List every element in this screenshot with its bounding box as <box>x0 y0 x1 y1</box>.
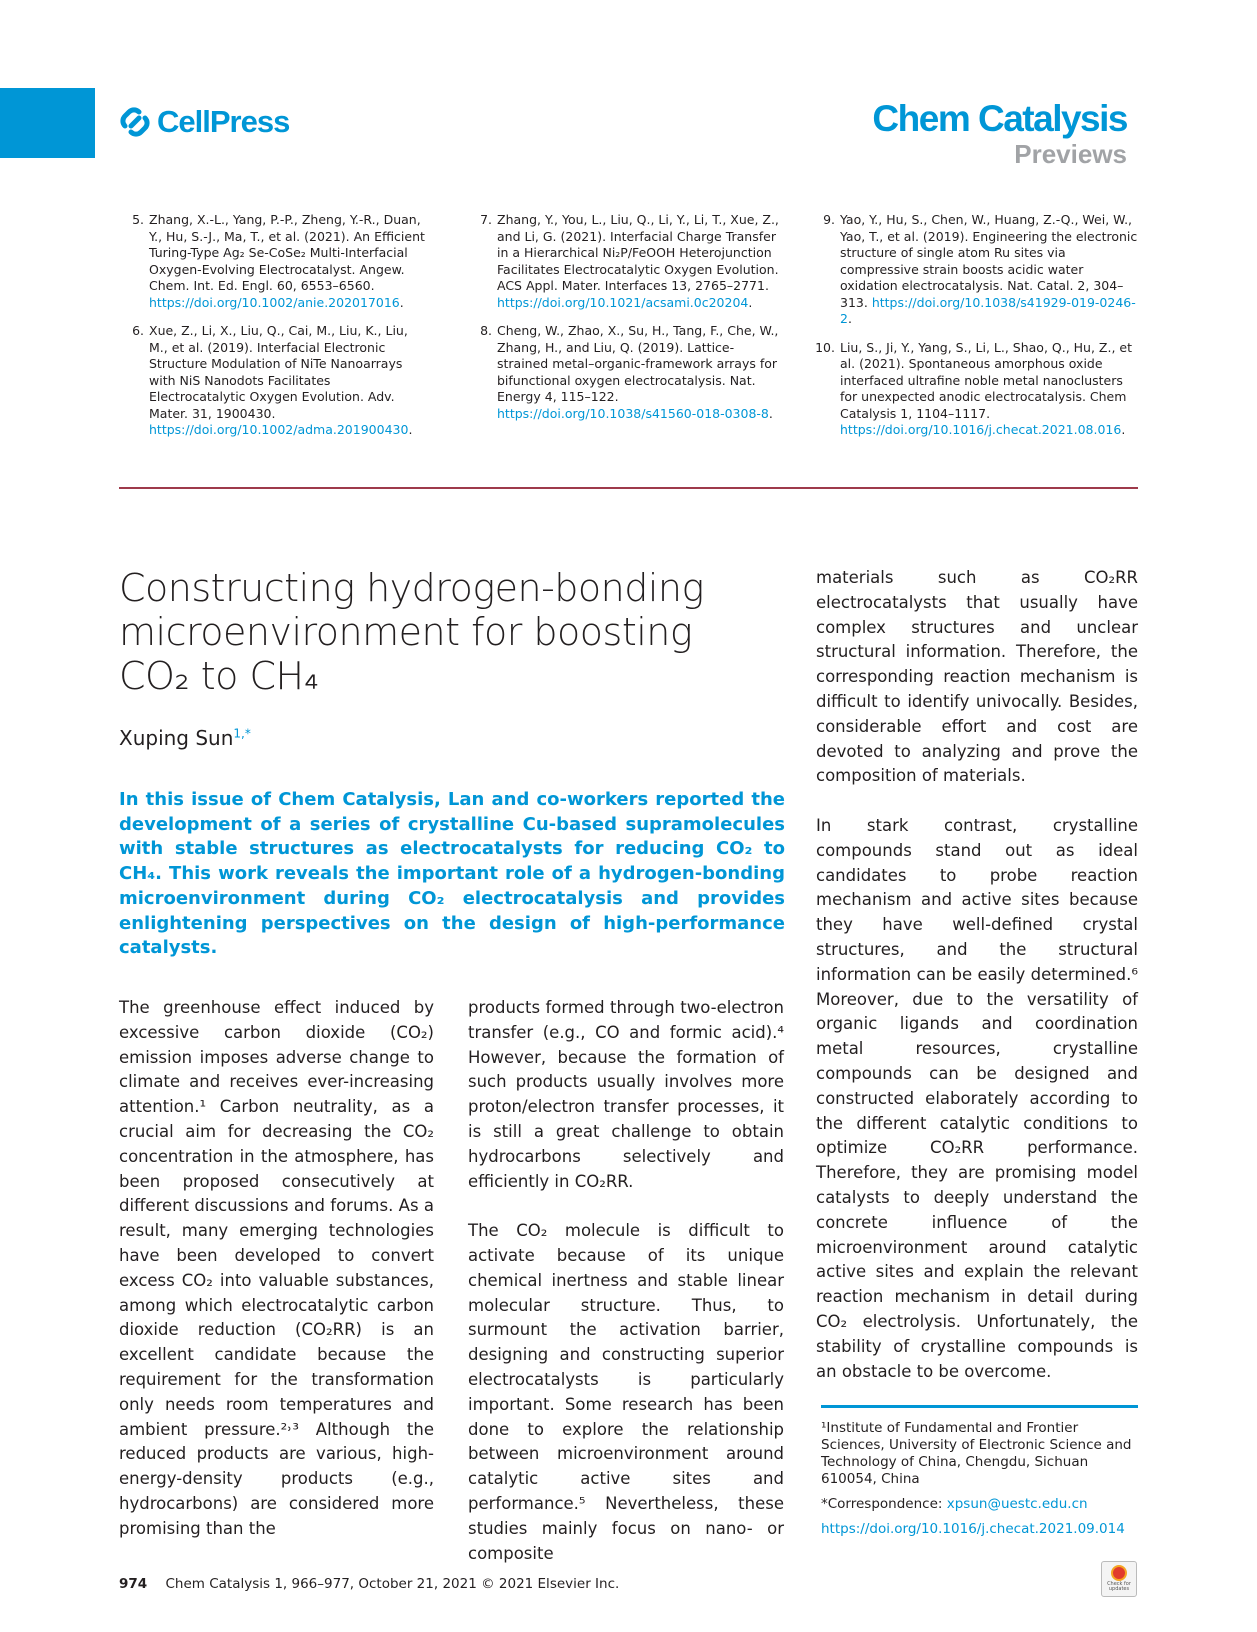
reference-text: Xue, Z., Li, X., Liu, Q., Cai, M., Liu, K., Liu, M., et al. (2019). Interfacial Electronic Structure Modulation of NiTe Nanoarrays with NiS Nanodots Facilitates Electrocatalytic Oxygen Evolution. Adv. Mater. 31, 1900430. <box>149 323 408 421</box>
check-for-updates-badge[interactable] <box>1101 1561 1137 1597</box>
body-column-1 <box>119 996 434 1566</box>
article-title: Constructing hydrogen-bonding microenvironment for boosting CO₂ to CH₄ <box>119 566 704 698</box>
section-label: Previews <box>1014 139 1127 169</box>
body-paragraph: materials such as CO₂RR electrocatalysts that usually have complex structures and unclear structural information. Therefore, the corresponding reaction mechanism is difficult to identify univocally. Besides, considerable effort and cost are devoted to analyzing and prove the composition of materials. <box>816 568 1138 786</box>
cellpress-logo[interactable] <box>119 104 289 140</box>
footer-citation: Chem Catalysis 1, 966–977, October 21, 2021 © 2021 Elsevier Inc. <box>165 1576 620 1592</box>
reference-doi-link[interactable]: https://doi.org/10.1002/anie.202017016 <box>149 294 400 310</box>
journal-name[interactable]: Chem Catalysis <box>872 98 1127 139</box>
reference-item: 10. Liu, S., Ji, Y., Yang, S., Li, L., Shao, Q., Hu, Z., et al. (2021). Spontaneous amorphous oxide interfaced ultrafine noble metal nanoclusters for unexpected anodic electrocatalysis. Chem Catalysis 1, 1104–1117. https://doi.org/10.1016/j.checat.2021.08.016. <box>815 339 1133 437</box>
reference-doi-link[interactable]: https://doi.org/10.1002/adma.201900430 <box>149 422 409 437</box>
reference-text: Zhang, X.-L., Yang, P.-P., Zheng, Y.-R., Duan, Y., Hu, S.-J., Ma, T., et al. (2021). An Efficient Turing-Type Ag₂ Se-CoSe₂ Multi-Interfacial Oxygen-Evolving Electrocatalyst. Angew. Chem. Int. Ed. Engl. 60, 6553–6560. <box>149 212 425 293</box>
publisher-name: CellPress <box>157 104 290 139</box>
reference-number: 9. <box>823 212 835 227</box>
references-column-2 <box>472 212 782 434</box>
check-for-updates-icon <box>1111 1565 1127 1581</box>
reference-doi-link[interactable]: https://doi.org/10.1038/s41560-018-0308-8 <box>497 405 769 421</box>
body-paragraph: The greenhouse effect induced by excessive carbon dioxide (CO₂) emission imposes adverse change to climate and receives ever-increasing attention.¹ Carbon neutrality, as a crucial aim for decreasing the CO₂ concentration in the atmosphere, has been proposed consecutively at different discussions and forums. As a result, many emerging technologies have been developed to convert excess CO₂ into valuable substances, among which electrocatalytic carbon dioxide reduction (CO₂RR) is an excellent candidate because the requirement for the transformation only needs room temperatures and ambient pressure.²˒³ Although the reduced products are various, high-energy-density products (e.g., hydrocarbons) are considered more promising than the <box>119 998 434 1538</box>
reference-text: Yao, Y., Hu, S., Chen, W., Huang, Z.-Q., Wei, W., Yao, T., et al. (2019). Engineering the electronic structure of single atom Ru sites via compressive strain boosts acidic water oxidation electrocatalysis. Nat. Catal. 2, 304–313. <box>840 212 1138 310</box>
section-divider <box>119 487 1138 489</box>
reference-item: 8. Cheng, W., Zhao, X., Su, H., Tang, F., Che, W., Zhang, H., and Liu, Q. (2019). Lattice-strained metal–organic-framework arrays for bifunctional oxygen electrocatalysis. Nat. Energy 4, 115–122. https://doi.org/10.1038/s41560-018-0308-8. <box>472 323 782 422</box>
reference-text: Zhang, Y., You, L., Liu, Q., Li, Y., Li, T., Xue, Z., and Li, G. (2021). Interfacial Charge Transfer in a Hierarchical Ni₂P/FeOOH Heterojunction Facilitates Electrocatalytic Oxygen Evolution. ACS Appl. Mater. Interfaces 13, 2765–2771. <box>497 212 779 293</box>
reference-item: 9. Yao, Y., Hu, S., Chen, W., Huang, Z.-Q., Wei, W., Yao, T., et al. (2019). Engineering the electronic structure of single atom Ru sites via compressive strain boosts acidic water oxidation electrocatalysis. Nat. Catal. 2, 304–313. https://doi.org/10.1038/s41929-019-0246-2. <box>815 212 1140 328</box>
author-line <box>119 726 251 750</box>
reference-doi-link[interactable]: https://doi.org/10.1016/j.checat.2021.08.016 <box>840 422 1122 437</box>
reference-number: 8. <box>480 323 492 338</box>
body-column-2 <box>468 996 784 1591</box>
affiliation-block <box>821 1420 1141 1546</box>
journal-header <box>872 99 1127 169</box>
reference-number: 6. <box>132 323 144 338</box>
page-number: 974 <box>119 1576 148 1592</box>
references-column-3 <box>815 212 1140 451</box>
body-paragraph: In stark contrast, crystalline compounds stand out as ideal candidates to probe reaction mechanism and active sites because they have well-defined crystal structures, and the structural information can be easily determined.⁶ Moreover, due to the versatility of organic ligands and coordination metal resources, crystalline compounds can be designed and constructed elaborately according to the different catalytic conditions to optimize CO₂RR performance. Therefore, they are promising model catalysts to deeply understand the concrete influence of the microenvironment around catalytic active sites and explain the relevant reaction mechanism in detail during CO₂ electrolysis. Unfortunately, the stability of crystalline compounds is an obstacle to be overcome. <box>816 815 1138 1381</box>
affiliation-rule <box>821 1405 1138 1408</box>
reference-doi-link[interactable]: https://doi.org/10.1021/acsami.0c20204 <box>497 294 749 310</box>
correspondence-email-link[interactable]: xpsun@uestc.edu.cn <box>946 1496 1088 1512</box>
article-doi-link[interactable]: https://doi.org/10.1016/j.checat.2021.09.014 <box>821 1521 1125 1537</box>
reference-number: 7. <box>480 212 492 227</box>
reference-number: 10. <box>815 339 835 355</box>
cellpress-link-icon <box>119 106 151 138</box>
reference-number: 5. <box>132 212 144 227</box>
reference-item: 7. Zhang, Y., You, L., Liu, Q., Li, Y., Li, T., Xue, Z., and Li, G. (2021). Interfacial Charge Transfer in a Hierarchical Ni₂P/FeOOH Heterojunction Facilitates Electrocatalytic Oxygen Evolution. ACS Appl. Mater. Interfaces 13, 2765–2771. https://doi.org/10.1021/acsami.0c20204. <box>472 212 782 311</box>
author-name[interactable]: Xuping Sun <box>119 726 234 750</box>
header-color-tab <box>0 88 95 158</box>
affiliation-institute: ¹Institute of Fundamental and Frontier Sciences, University of Electronic Science and Technology of China, Chengdu, Sichuan 610054, China <box>821 1420 1132 1487</box>
reference-text: Liu, S., Ji, Y., Yang, S., Li, L., Shao, Q., Hu, Z., et al. (2021). Spontaneous amorphous oxide interfaced ultrafine noble metal nanoclusters for unexpected anodic electrocatalysis. Chem Catalysis 1, 1104–1117. <box>840 339 1133 421</box>
correspondence-label: *Correspondence: <box>821 1496 943 1512</box>
page-footer <box>119 1576 619 1592</box>
body-column-3 <box>816 566 1138 1409</box>
body-paragraph: The CO₂ molecule is difficult to activate because of its unique chemical inertness and stable linear molecular structure. Thus, to surmount the activation barrier, designing and constructing superior electrocatalysts is particularly important. Some research has been done to explore the relationship between microenvironment around catalytic active sites and performance.⁵ Nevertheless, these studies mainly focus on nano- or composite <box>468 1221 784 1563</box>
body-paragraph: products formed through two-electron transfer (e.g., CO and formic acid).⁴ However, because the formation of such products usually involves more proton/electron transfer processes, it is still a great challenge to obtain hydrocarbons selectively and efficiently in CO₂RR. <box>468 998 784 1191</box>
reference-text: Cheng, W., Zhao, X., Su, H., Tang, F., Che, W., Zhang, H., and Liu, Q. (2019). Lattice-strained metal–organic-framework arrays for bifunctional oxygen electrocatalysis. Nat. Energy 4, 115–122. <box>497 323 779 404</box>
article-abstract: In this issue of Chem Catalysis, Lan and co-workers reported the development of a series of crystalline Cu-based supramolecules with stable structures as electrocatalysts for reducing CO₂ to CH₄. This work reveals the important role of a hydrogen-bonding microenvironment during CO₂ electrocatalysis and provides enlightening perspectives on the design of high-performance catalysts. <box>119 789 785 959</box>
references-column-1 <box>124 212 429 451</box>
reference-doi-link[interactable]: https://doi.org/10.1038/s41929-019-0246-2 <box>840 294 1136 326</box>
reference-item: 6. Xue, Z., Li, X., Liu, Q., Cai, M., Liu, K., Liu, M., et al. (2019). Interfacial Electronic Structure Modulation of NiTe Nanoarrays with NiS Nanodots Facilitates Electrocatalytic Oxygen Evolution. Adv. Mater. 31, 1900430. https://doi.org/10.1002/adma.201900430. <box>124 323 429 439</box>
author-affiliation-marker[interactable]: 1,* <box>233 726 251 741</box>
reference-item: 5. Zhang, X.-L., Yang, P.-P., Zheng, Y.-R., Duan, Y., Hu, S.-J., Ma, T., et al. (2021). An Efficient Turing-Type Ag₂ Se-CoSe₂ Multi-Interfacial Oxygen-Evolving Electrocatalyst. Angew. Chem. Int. Ed. Engl. 60, 6553–6560. https://doi.org/10.1002/anie.202017016. <box>124 212 429 311</box>
badge-label: Check for updates <box>1107 1581 1131 1592</box>
correspondence-line <box>821 1496 1141 1513</box>
